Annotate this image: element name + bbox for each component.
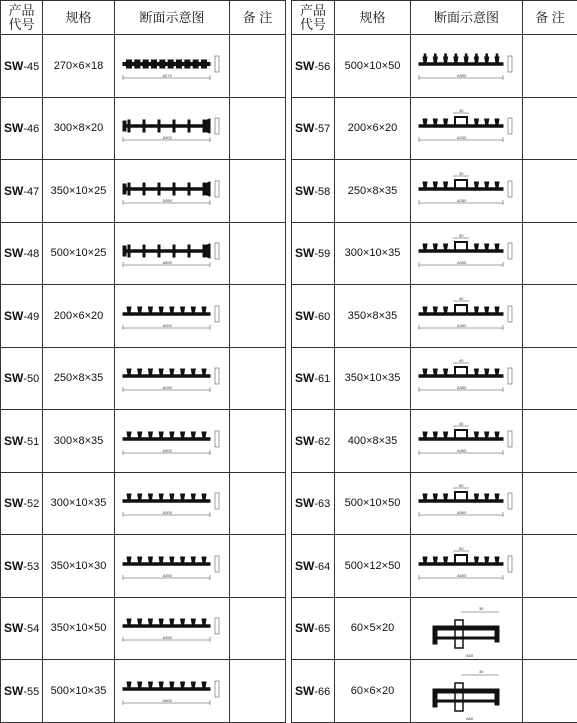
product-code — [1, 285, 43, 348]
product-row — [1, 97, 286, 160]
product-code-prefix: SW — [295, 59, 314, 73]
top-dimension-label: 40 — [459, 421, 464, 426]
product-diagram — [411, 660, 523, 723]
product-remark — [523, 222, 577, 285]
product-diagram — [115, 222, 230, 285]
product-row — [1, 597, 286, 660]
product-code — [1, 410, 43, 473]
dimension-label: A200 — [163, 323, 173, 328]
dimension-label: A300 — [163, 135, 173, 140]
product-remark — [523, 535, 577, 598]
dimension-label: A250 — [457, 198, 467, 203]
product-code-number: -57 — [314, 123, 330, 135]
top-dimension-label: 30 — [459, 108, 464, 113]
product-code — [292, 410, 335, 473]
product-code-number: -54 — [23, 623, 39, 635]
product-code-number: -66 — [314, 686, 330, 698]
product-diagram — [115, 472, 230, 535]
cross-section-diagram — [115, 223, 230, 283]
cross-section-diagram — [115, 286, 230, 346]
product-spec: 300×10×35 — [43, 472, 115, 535]
product-code-prefix: SW — [4, 434, 23, 448]
top-dimension-label: 40 — [459, 296, 464, 301]
product-spec: 500×10×25 — [43, 222, 115, 285]
product-diagram — [411, 222, 523, 285]
product-code-prefix: SW — [4, 684, 23, 698]
product-code-number: -55 — [23, 686, 39, 698]
product-code-number: -59 — [314, 248, 330, 260]
header-code — [1, 1, 43, 35]
cross-section-diagram — [411, 98, 523, 158]
product-row — [1, 410, 286, 473]
product-diagram — [115, 160, 230, 223]
product-spec: 60×6×20 — [335, 660, 411, 723]
product-diagram — [411, 285, 523, 348]
product-remark — [230, 97, 286, 160]
header-code-text: 产品 代号 — [300, 3, 326, 32]
product-code-number: -61 — [314, 373, 330, 385]
top-dimension-label: 30 — [479, 606, 484, 611]
product-code-prefix: SW — [4, 496, 23, 510]
product-spec: 500×10×35 — [43, 660, 115, 723]
product-row — [1, 285, 286, 348]
product-remark — [523, 597, 577, 660]
product-spec: 250×8×35 — [335, 160, 411, 223]
product-code — [292, 222, 335, 285]
dimension-label: A500 — [457, 510, 467, 515]
product-row — [292, 535, 577, 598]
header-remark: 备 注 — [523, 1, 577, 35]
product-diagram — [411, 347, 523, 410]
product-spec: 350×10×25 — [43, 160, 115, 223]
product-remark — [230, 285, 286, 348]
product-code-prefix: SW — [4, 121, 23, 135]
top-dimension-label: 30 — [459, 233, 464, 238]
product-code — [1, 472, 43, 535]
header-row — [1, 1, 286, 35]
product-remark — [230, 660, 286, 723]
left-product-table — [0, 0, 286, 723]
cross-section-diagram — [411, 223, 523, 283]
product-remark — [230, 35, 286, 98]
dimension-label: A350 — [457, 323, 467, 328]
product-remark — [230, 222, 286, 285]
product-code-prefix: SW — [295, 559, 314, 573]
product-diagram — [411, 160, 523, 223]
product-row — [292, 285, 577, 348]
header-code — [292, 1, 335, 35]
product-spec: 200×6×20 — [335, 97, 411, 160]
product-spec: 350×8×35 — [335, 285, 411, 348]
header-diagram: 断面示意图 — [411, 1, 523, 35]
header-row — [292, 1, 577, 35]
product-diagram — [115, 347, 230, 410]
product-code-prefix: SW — [4, 184, 23, 198]
cross-section-diagram — [411, 411, 523, 471]
product-row — [292, 410, 577, 473]
product-remark — [523, 35, 577, 98]
product-spec: 60×5×20 — [335, 597, 411, 660]
product-code — [292, 97, 335, 160]
product-remark — [523, 660, 577, 723]
cross-section-diagram — [115, 411, 230, 471]
product-code-number: -49 — [23, 311, 39, 323]
product-diagram — [115, 285, 230, 348]
product-row — [292, 222, 577, 285]
product-code-prefix: SW — [295, 184, 314, 198]
dimension-label: A500 — [457, 573, 467, 578]
product-spec: 500×10×50 — [335, 35, 411, 98]
top-dimension-label: 40 — [459, 358, 464, 363]
product-code-number: -48 — [23, 248, 39, 260]
product-spec: 300×8×35 — [43, 410, 115, 473]
product-row — [292, 472, 577, 535]
product-code — [1, 535, 43, 598]
cross-section-diagram — [115, 598, 230, 658]
product-code — [1, 597, 43, 660]
product-row — [1, 472, 286, 535]
product-code-prefix: SW — [295, 246, 314, 260]
product-code — [1, 347, 43, 410]
header-code-text: 产品 代号 — [8, 3, 34, 32]
product-spec: 500×10×50 — [335, 472, 411, 535]
dimension-label: A350 — [163, 198, 173, 203]
product-code-prefix: SW — [295, 121, 314, 135]
product-remark — [230, 160, 286, 223]
product-code — [1, 222, 43, 285]
product-remark — [523, 347, 577, 410]
product-remark — [523, 472, 577, 535]
top-dimension-label: 30 — [459, 171, 464, 176]
dimension-label: A270 — [163, 73, 173, 78]
dimension-label: A500 — [163, 698, 173, 703]
product-diagram — [115, 535, 230, 598]
header-diagram: 断面示意图 — [115, 1, 230, 35]
product-row — [1, 535, 286, 598]
product-code — [1, 160, 43, 223]
product-spec: 250×8×35 — [43, 347, 115, 410]
product-remark — [230, 535, 286, 598]
product-code — [1, 97, 43, 160]
dimension-label: A300 — [163, 510, 173, 515]
product-code-prefix: SW — [295, 684, 314, 698]
product-row — [1, 660, 286, 723]
product-row — [1, 222, 286, 285]
product-code-prefix: SW — [295, 496, 314, 510]
top-dimension-label: 50 — [459, 546, 464, 551]
cross-section-diagram — [411, 536, 523, 596]
product-code-number: -58 — [314, 186, 330, 198]
product-code-number: -50 — [23, 373, 39, 385]
dimension-label: A350 — [163, 635, 173, 640]
cross-section-diagram — [411, 473, 523, 533]
dimension-label: A60 — [466, 716, 474, 721]
product-spec: 270×6×18 — [43, 35, 115, 98]
product-code-number: -52 — [23, 498, 39, 510]
dimension-label: A500 — [163, 260, 173, 265]
dimension-label: A400 — [457, 448, 467, 453]
product-code-number: -53 — [23, 561, 39, 573]
product-diagram — [411, 35, 523, 98]
cross-section-diagram — [411, 348, 523, 408]
product-row — [1, 160, 286, 223]
cross-section-diagram — [411, 36, 523, 96]
product-code-number: -56 — [314, 61, 330, 73]
right-product-table — [291, 0, 577, 723]
product-code-number: -64 — [314, 561, 330, 573]
product-code — [1, 35, 43, 98]
product-diagram — [115, 410, 230, 473]
product-code-prefix: SW — [295, 309, 314, 323]
dimension-label: A350 — [457, 385, 467, 390]
product-diagram — [411, 535, 523, 598]
product-remark — [230, 347, 286, 410]
product-code — [292, 472, 335, 535]
product-spec: 200×6×20 — [43, 285, 115, 348]
product-diagram — [115, 660, 230, 723]
product-code-prefix: SW — [4, 559, 23, 573]
product-code-number: -51 — [23, 436, 39, 448]
product-code-prefix: SW — [4, 246, 23, 260]
product-code — [292, 535, 335, 598]
dimension-label: A350 — [163, 573, 173, 578]
product-code — [292, 660, 335, 723]
product-code-prefix: SW — [4, 309, 23, 323]
product-spec: 500×12×50 — [335, 535, 411, 598]
product-code-number: -47 — [23, 186, 39, 198]
product-spec: 300×10×35 — [335, 222, 411, 285]
product-diagram — [411, 97, 523, 160]
product-row — [1, 35, 286, 98]
product-row — [292, 597, 577, 660]
product-row — [292, 160, 577, 223]
header-spec: 规格 — [43, 1, 115, 35]
cross-section-diagram — [411, 661, 523, 721]
product-code — [292, 160, 335, 223]
header-remark: 备 注 — [230, 1, 286, 35]
cross-section-diagram — [115, 161, 230, 221]
top-dimension-label: 30 — [479, 669, 484, 674]
product-remark — [230, 472, 286, 535]
product-code — [292, 347, 335, 410]
product-diagram — [411, 472, 523, 535]
product-code-prefix: SW — [4, 621, 23, 635]
product-code-prefix: SW — [295, 621, 314, 635]
product-diagram — [115, 35, 230, 98]
product-spec: 350×10×35 — [335, 347, 411, 410]
product-remark — [523, 410, 577, 473]
cross-section-diagram — [115, 536, 230, 596]
product-code-number: -46 — [23, 123, 39, 135]
dimension-label: A300 — [457, 260, 467, 265]
product-spec: 350×10×30 — [43, 535, 115, 598]
product-remark — [523, 97, 577, 160]
cross-section-diagram — [411, 598, 523, 658]
product-row — [1, 347, 286, 410]
product-code — [292, 285, 335, 348]
product-code — [292, 597, 335, 660]
product-remark — [230, 597, 286, 660]
product-remark — [523, 285, 577, 348]
product-diagram — [411, 597, 523, 660]
dimension-label: A300 — [163, 448, 173, 453]
cross-section-diagram — [411, 161, 523, 221]
product-code-prefix: SW — [295, 434, 314, 448]
product-code-prefix: SW — [4, 59, 23, 73]
product-remark — [230, 410, 286, 473]
product-spec: 300×8×20 — [43, 97, 115, 160]
product-row — [292, 347, 577, 410]
product-code-number: -63 — [314, 498, 330, 510]
product-code-number: -65 — [314, 623, 330, 635]
product-code — [1, 660, 43, 723]
dimension-label: A200 — [457, 135, 467, 140]
header-spec: 规格 — [335, 1, 411, 35]
dimension-label: A60 — [466, 653, 474, 658]
product-diagram — [115, 97, 230, 160]
product-spec: 350×10×50 — [43, 597, 115, 660]
product-remark — [523, 160, 577, 223]
product-diagram — [115, 597, 230, 660]
cross-section-diagram — [115, 36, 230, 96]
top-dimension-label: 50 — [459, 483, 464, 488]
product-code — [292, 35, 335, 98]
product-row — [292, 35, 577, 98]
product-code-number: -60 — [314, 311, 330, 323]
product-diagram — [411, 410, 523, 473]
cross-section-diagram — [115, 98, 230, 158]
product-spec: 400×8×35 — [335, 410, 411, 473]
dimension-label: A250 — [163, 385, 173, 390]
product-row — [292, 660, 577, 723]
cross-section-diagram — [411, 286, 523, 346]
product-row — [292, 97, 577, 160]
cross-section-diagram — [115, 348, 230, 408]
product-code-number: -62 — [314, 436, 330, 448]
cross-section-diagram — [115, 473, 230, 533]
cross-section-diagram — [115, 661, 230, 721]
product-code-prefix: SW — [295, 371, 314, 385]
dimension-label: A500 — [457, 73, 467, 78]
product-code-number: -45 — [23, 61, 39, 73]
product-code-prefix: SW — [4, 371, 23, 385]
